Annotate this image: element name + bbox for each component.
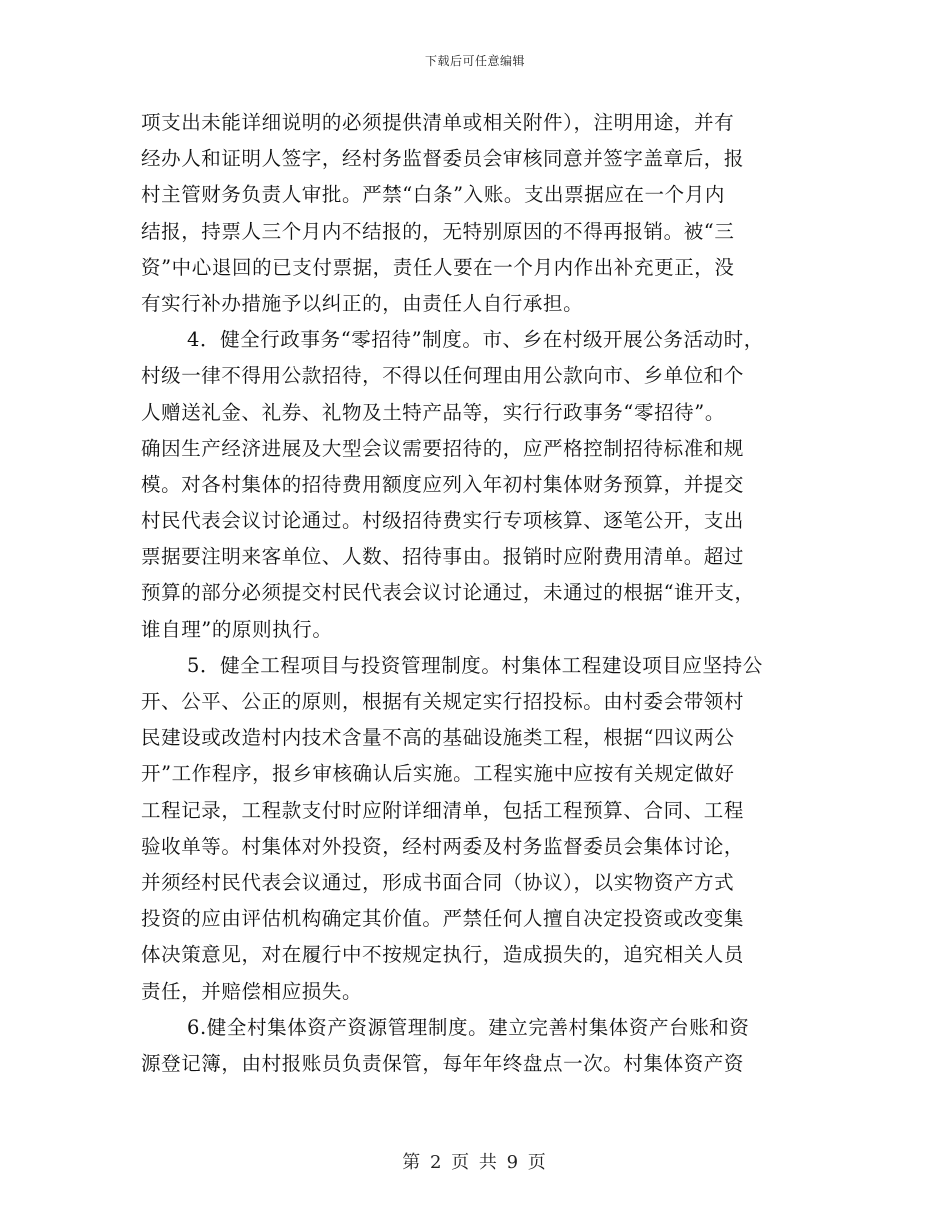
text-line: 责任，并赔偿相应损失。 [141,979,363,1003]
text-line: 预算的部分必须提交村民代表会议讨论通过，未通过的根据“谁开支， [141,581,755,605]
text-line: 工程记录，工程款支付时应附详细清单，包括工程预算、合同、工程 [141,798,745,822]
text-line: 体决策意见，对在履行中不按规定执行，造成损失的，追究相关人员 [141,943,745,967]
text-line: 人赠送礼金、礼券、礼物及土特产品等，实行行政事务“零招待”。 [141,400,725,424]
page-header: 下载后可任意编辑 [424,54,525,68]
paragraph-first-line: 5．健全工程项目与投资管理制度。村集体工程建设项目应坚持公 [187,653,763,677]
text-line: 村主管财务负责人审批。严禁“白条”入账。支出票据应在一个月内 [141,183,725,207]
text-line: 谁自理”的原则执行。 [141,617,333,641]
text-line: 经办人和证明人签字，经村务监督委员会审核同意并签字盖章后，报 [141,147,745,171]
text-line: 村级一律不得用公款招待，不得以任何理由用公款向市、乡单位和个 [141,364,745,388]
text-line: 开”工作程序，报乡审核确认后实施。工程实施中应按有关规定做好 [141,762,735,786]
text-line: 开、公平、公正的原则，根据有关规定实行招投标。由村委会带领村 [141,690,745,713]
text-line: 验收单等。村集体对外投资，经村两委及村务监督委员会集体讨论， [141,834,745,858]
text-line: 结报，持票人三个月内不结报的，无特别原因的不得再报销。被“三 [141,219,735,243]
text-line: 模。对各村集体的招待费用额度应列入年初村集体财务预算，并提交 [141,472,745,496]
paragraph-first-line: 6.健全村集体资产资源管理制度。建立完善村集体资产台账和资 [187,1015,750,1039]
text-line: 源登记簿，由村报账员负责保管，每年年终盘点一次。村集体资产资 [141,1051,745,1075]
paragraph-first-line: 4．健全行政事务“零招待”制度。市、乡在村级开展公务活动时， [187,328,764,352]
text-line: 并须经村民代表会议通过，形成书面合同（协议），以实物资产方式 [141,870,735,894]
text-line: 有实行补办措施予以纠正的，由责任人自行承担。 [141,291,584,315]
text-line: 资”中心退回的已支付票据，责任人要在一个月内作出补充更正，没 [141,255,735,279]
text-line: 村民代表会议讨论通过。村级招待费实行专项核算、逐笔公开，支出 [141,509,745,533]
text-line: 民建设或改造村内技术含量不高的基础设施类工程，根据“四议两公 [141,726,735,750]
text-line: 票据要注明来客单位、人数、招待事由。报销时应附费用清单。超过 [141,545,745,569]
text-line: 投资的应由评估机构确定其价值。严禁任何人擅自决定投资或改变集 [141,907,745,931]
text-line: 项支出未能详细说明的必须提供清单或相关附件），注明用途，并有 [141,111,735,134]
text-line: 确因生产经济进展及大型会议需要招待的，应严格控制招待标准和规 [141,436,745,460]
page-number-footer: 第 2 页 共 9 页 [402,1152,548,1173]
document-body [141,105,811,1082]
